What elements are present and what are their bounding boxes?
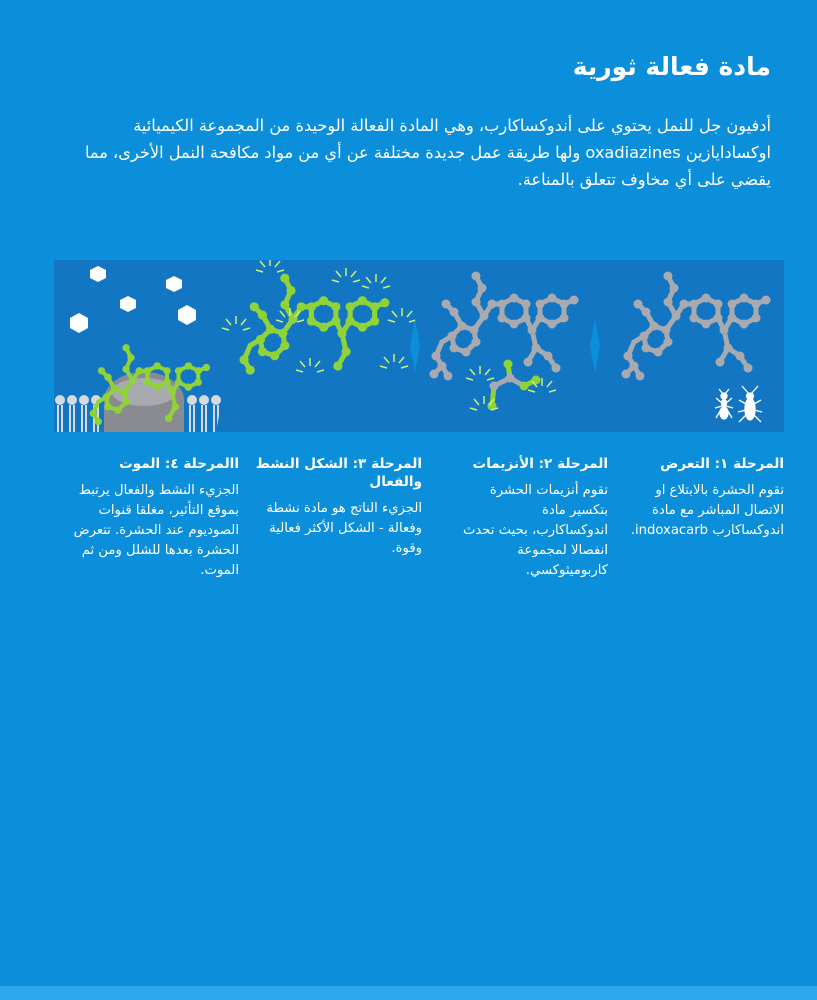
step-heading: المرحلة ٣: الشكل النشط والفعال — [255, 456, 422, 490]
step-body: الجزيء النشط والفعال يرتبط بموقع التأثير، مغلقا قنوات الصوديوم عند الحشرة. تتعرض الحشرة بعدها للشلل ومن ثم الموت. — [73, 483, 239, 578]
step-heading: المرحلة ١: التعرض — [660, 456, 784, 472]
footer-strip — [0, 986, 817, 1000]
panel-active-form — [216, 260, 426, 432]
step-body: تقوم الحشرة بالابتلاع او الاتصال المباشر مع مادة اندوكساكارب indoxacarb. — [630, 483, 784, 538]
step-exposure — [619, 455, 784, 541]
step-body: تقوم أنزيمات الحشرة بتكسير مادة اندوكساكارب، بحيث تحدث انفصالا لمجموعة كاربوميثوكسي. — [462, 483, 608, 578]
intro-paragraph: أدفيون جل للنمل يحتوي على أندوكساكارب، وهي المادة الفعالة الوحيدة من المجموعة الكيميائية اوكسادايازين oxadiazines ولها طريقة عمل جديدة مختلفة عن أي من مواد مكافحة النمل الأخرى، مما يقضي على أي مخاوف تتعلق بالمناعة. — [84, 116, 771, 189]
process-illustration — [54, 260, 784, 432]
step-enzymes — [462, 455, 608, 581]
steps-list — [54, 455, 784, 615]
step-body: الجزيء الناتج هو مادة نشطة وفعالة - الشكل الأكثر فعالية وقوة. — [266, 501, 422, 556]
page-title: مادة فعالة ثورية — [572, 52, 771, 81]
panel-exposure — [584, 260, 784, 432]
step-heading: المرحلة ٢: الأنزيمات — [472, 456, 608, 472]
panel-enzymes — [404, 260, 606, 432]
step-heading: االمرحلة ٤: الموت — [119, 456, 239, 472]
step-active-form — [254, 455, 422, 559]
panel-death — [54, 260, 238, 432]
step-death — [54, 455, 239, 581]
